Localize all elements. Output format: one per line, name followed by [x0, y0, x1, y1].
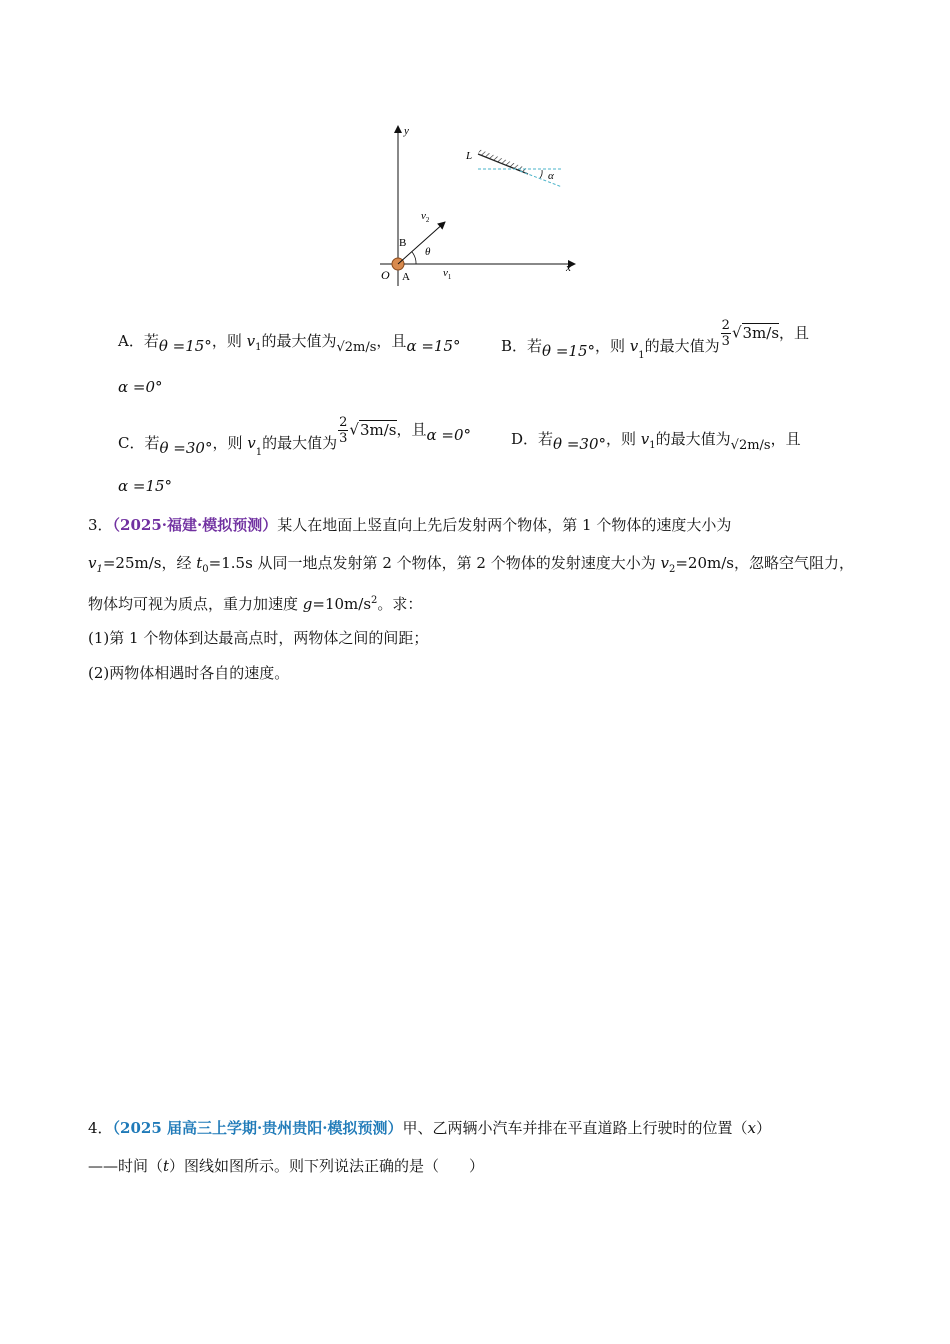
option-c-condition: θ =30°: [159, 438, 213, 457]
option-d-alpha: α =15°: [118, 477, 173, 495]
origin-label: O: [381, 268, 390, 282]
option-d-text: ，则: [606, 430, 637, 448]
option-b-text: ，则: [595, 336, 626, 355]
q3-sub1: (1)第 1 个物体到达最高点时，两物体之间的间距；: [88, 629, 429, 647]
option-a-label: A．若: [118, 332, 159, 350]
point-a-label: A: [402, 271, 410, 283]
option-d-condition: θ =30°: [553, 435, 606, 453]
fraction-denominator: 3: [339, 431, 348, 446]
q4-source-tag: （2025 届高三上学期·贵州贵阳·模拟预测）: [112, 1119, 403, 1137]
option-b[interactable]: [501, 318, 810, 361]
q3-number: 3．: [88, 516, 113, 534]
q4-text2b: ）图线如图所示。则下列说法正确的是（ ）: [169, 1157, 485, 1175]
fraction-denominator: 3: [721, 334, 730, 349]
option-a-value: √2m/s: [336, 340, 377, 355]
q3-v2-sub: 2: [668, 564, 676, 575]
option-a-alpha: α =15°: [406, 337, 461, 355]
q3-v1-sub: 1: [96, 564, 103, 575]
x-axis-label: x: [566, 262, 571, 274]
option-c-text: ，则: [212, 433, 243, 452]
option-b-label: B．若: [501, 336, 543, 355]
q4-line2: [88, 1156, 484, 1176]
option-a-text2: 的最大值为: [261, 332, 337, 350]
v1-label: $v_1$: [443, 267, 452, 281]
physics-figure: [370, 118, 590, 293]
q3-text: 某人在地面上竖直向上先后发射两个物体，第 1 个物体的速度大小为: [277, 516, 732, 534]
option-b-condition: θ =15°: [542, 341, 595, 360]
q3-v1: v: [88, 554, 97, 572]
q3-source-tag: （2025·福建·模拟预测）: [112, 516, 278, 534]
option-a-condition: θ =15°: [158, 337, 212, 355]
option-a-text: ，则: [211, 332, 242, 350]
q3-line2: [88, 553, 854, 580]
v1-symbol: v: [246, 332, 256, 350]
v1-subscript: 1: [255, 446, 263, 458]
option-d-text2: 的最大值为: [655, 430, 731, 448]
q3-text3b: =10m/s: [312, 595, 372, 613]
v1-subscript: 1: [649, 440, 656, 451]
fraction-numerator: 2: [721, 318, 730, 333]
sqrt-sign: √: [731, 323, 742, 342]
q3-line3: [88, 591, 422, 614]
q4-x: x: [747, 1119, 756, 1137]
q3-text2a: =25m/s，经: [102, 554, 197, 572]
v2-label: $v_2$: [421, 210, 430, 224]
option-b-text2: 的最大值为: [644, 336, 720, 355]
fraction: [338, 415, 348, 446]
q3-t0-sub: 0: [202, 564, 209, 575]
v1-subscript: 1: [255, 342, 262, 353]
y-axis-label: y: [404, 125, 409, 137]
option-d-end: ，且: [770, 430, 801, 448]
alpha-arc: [540, 170, 542, 178]
v1-symbol: v: [640, 430, 650, 448]
point-b-label: B: [399, 237, 407, 249]
wall-extension-dashed: [520, 171, 562, 187]
option-d[interactable]: [511, 429, 801, 456]
option-d-label: D．若: [511, 430, 554, 448]
q3-text2b: =1.5s 从同一地点发射第 2 个物体，第 2 个物体的发射速度大小为: [208, 554, 661, 572]
theta-arc: [412, 252, 416, 264]
option-c-alpha: α =0°: [426, 425, 472, 444]
q3-v2: v: [660, 554, 669, 572]
option-c-value: 3m/s: [359, 420, 397, 439]
q4-text2a: ——时间（: [88, 1157, 164, 1175]
q4-text1a: 甲、乙两辆小汽车并排在平直道路上行驶时的位置（: [402, 1119, 748, 1137]
q3-sub2: (2)两物体相遇时各自的速度。: [88, 664, 290, 682]
v1-symbol: v: [247, 433, 256, 452]
q3-g: g: [302, 595, 313, 613]
option-b-alpha: α =0°: [118, 378, 163, 396]
sqrt-sign: √: [349, 420, 359, 439]
option-d-value: √2m/s: [730, 438, 771, 453]
option-a-end: ，且: [376, 332, 407, 350]
q3-sup: 2: [371, 595, 378, 606]
q4-number: 4．: [88, 1119, 113, 1137]
option-c-label: C．若: [118, 433, 160, 452]
fraction: [721, 318, 731, 349]
v1-symbol: v: [629, 336, 639, 355]
option-c-text2: 的最大值为: [262, 433, 338, 452]
q3-text2c: =20m/s，忽略空气阻力，: [675, 554, 854, 572]
q4-t: t: [163, 1157, 170, 1175]
q3-text3a: 物体均可视为质点，重力加速度: [88, 595, 303, 613]
q4-line1: [88, 1118, 771, 1138]
q3-t0: t: [196, 554, 203, 572]
alpha-label: α: [548, 170, 554, 182]
theta-label: θ: [425, 246, 431, 258]
option-b-value: 3m/s: [742, 323, 780, 342]
q4-text1b: ）: [755, 1119, 771, 1137]
option-c[interactable]: [118, 415, 472, 458]
option-c-end: ，且: [396, 420, 427, 439]
option-a[interactable]: [118, 331, 461, 358]
q3-text3c: 。求：: [377, 595, 423, 613]
v1-subscript: 1: [638, 349, 645, 361]
q3-line1: [88, 515, 731, 535]
fraction-numerator: 2: [339, 415, 348, 430]
wall-label: L: [466, 150, 473, 162]
option-b-end: ，且: [779, 323, 810, 342]
